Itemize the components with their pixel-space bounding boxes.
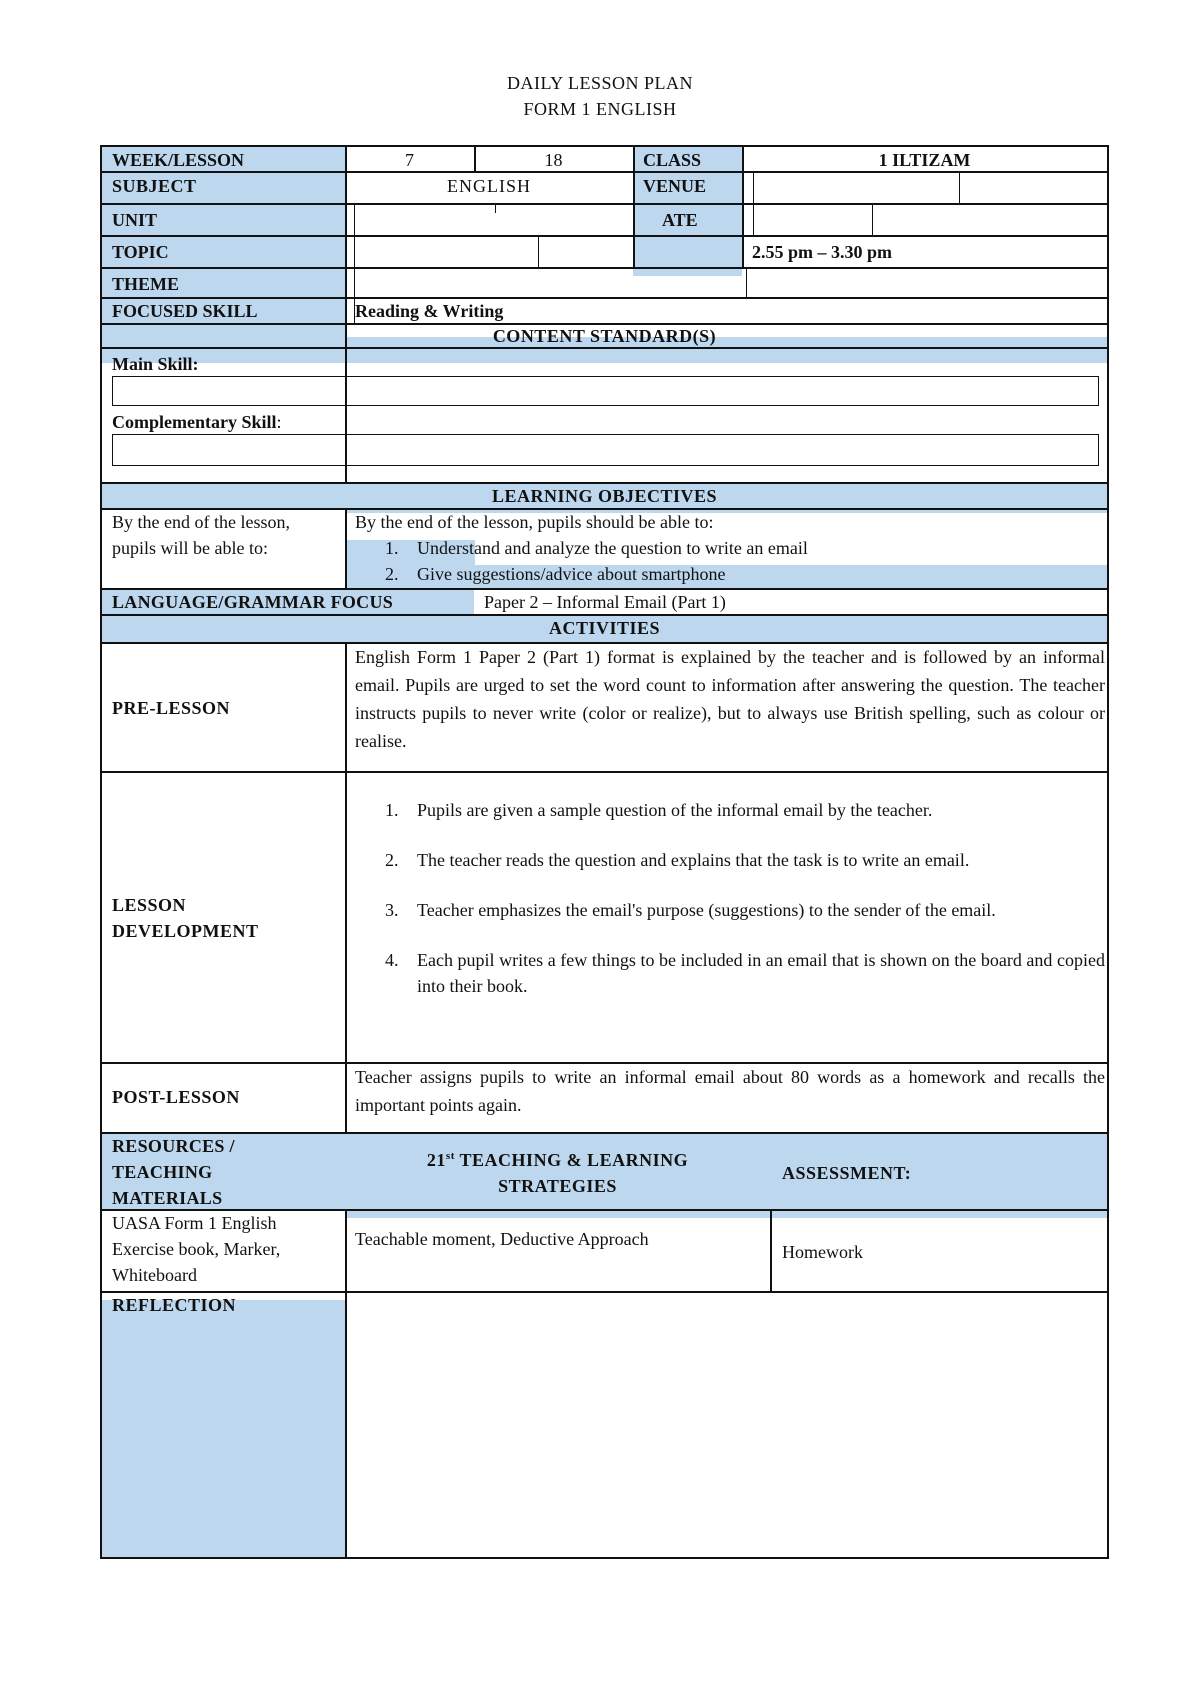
development-item: 1. Pupils are given a sample question of the informal email by the teacher. [403, 797, 1105, 823]
objectives-left-line1: By the end of the lesson, [112, 512, 290, 532]
time-value: 2.55 pm – 3.30 pm [752, 242, 893, 262]
development-label-1: LESSON [112, 895, 187, 915]
post-lesson-label: POST-LESSON [112, 1087, 240, 1107]
date-label: ATE [662, 210, 698, 230]
development-list-cell [355, 797, 1105, 1059]
reflection-body [347, 1293, 1107, 1557]
learning-objectives-heading: LEARNING OBJECTIVES [491, 486, 718, 506]
venue-label: VENUE [643, 176, 707, 196]
objective-item: 1. Understand and analyze the question to write an email [403, 535, 1105, 561]
rule [746, 267, 747, 297]
resources-label-1: RESOURCES / [112, 1136, 235, 1156]
rule [872, 203, 873, 235]
resources-line-1: UASA Form 1 English [112, 1213, 277, 1233]
week-value: 7 [405, 150, 414, 170]
language-focus-value: Paper 2 – Informal Email (Part 1) [484, 592, 726, 612]
lesson-value: 18 [544, 150, 563, 170]
class-value: 1 ILTIZAM [878, 150, 971, 170]
rule [345, 508, 347, 588]
strategies-heading-line1 [345, 1147, 770, 1173]
development-label-2: DEVELOPMENT [112, 921, 259, 941]
rule [102, 235, 1107, 237]
theme-label: THEME [112, 274, 180, 294]
assessment-value: Homework [782, 1242, 863, 1262]
objectives-list [355, 535, 1105, 587]
main-skill-box [112, 376, 1099, 406]
week-lesson-label: WEEK/LESSON [112, 150, 245, 170]
strategies-heading-line2: STRATEGIES [498, 1176, 617, 1196]
language-focus-label: LANGUAGE/GRAMMAR FOCUS [112, 592, 394, 612]
assessment-heading: ASSESSMENT: [782, 1163, 912, 1183]
main-skill-label: Main Skill: [112, 354, 199, 374]
pre-lesson-text: English Form 1 Paper 2 (Part 1) format is explained by the teacher and is followed by an informal email. Pupils are urged to set the word count to information after answering the question. The teacher instructs pupils to never write (color or realize), but to always use British spelling, such as colour or realise. [355, 647, 1105, 751]
strategies-value: Teachable moment, Deductive Approach [355, 1229, 649, 1249]
objectives-intro: By the end of the lesson, pupils should be able to: [355, 512, 714, 532]
objectives-list-cell [355, 535, 1105, 587]
class-label: CLASS [643, 150, 702, 170]
document-title: DAILY LESSON PLAN [506, 73, 694, 93]
pre-lesson-label: PRE-LESSON [112, 698, 231, 718]
rule [538, 235, 539, 267]
content-standard-heading: CONTENT STANDARD(S) [492, 326, 717, 346]
resources-line-2: Exercise book, Marker, [112, 1239, 281, 1259]
document-subtitle: FORM 1 ENGLISH [523, 99, 677, 119]
focused-skill-label: FOCUSED SKILL [112, 301, 258, 321]
subject-value: ENGLISH [447, 176, 531, 196]
rule [959, 171, 960, 203]
rule [633, 147, 635, 235]
subject-label: SUBJECT [112, 176, 197, 196]
rule [495, 203, 496, 213]
unit-label: UNIT [112, 210, 158, 230]
rule [102, 203, 1107, 205]
topic-label: TOPIC [112, 242, 169, 262]
objectives-left-line2: pupils will be able to: [112, 538, 268, 558]
complementary-skill-line [112, 409, 512, 435]
development-list [355, 797, 1105, 999]
complementary-skill-colon: : [276, 412, 282, 432]
complementary-skill-box [112, 434, 1099, 466]
strategies-number: 21 [426, 1150, 446, 1170]
post-lesson-text: Teacher assigns pupils to write an informal email about 80 words as a homework and recalls the important points again. [355, 1067, 1105, 1115]
rule [102, 267, 1107, 269]
strategies-superscript: st [445, 1150, 455, 1162]
resources-label-2: TEACHING [112, 1162, 213, 1182]
resources-line-3: Whiteboard [112, 1265, 197, 1285]
focused-skill-value: Reading & Writing [355, 301, 504, 321]
rule [633, 235, 635, 267]
development-item: 3. Teacher emphasizes the email's purpose (suggestions) to the sender of the email. [403, 897, 1105, 923]
development-item: 4. Each pupil writes a few things to be included in an email that is shown on the board and copied into their book. [403, 947, 1105, 999]
rule [102, 347, 1107, 349]
resources-label-3: MATERIALS [112, 1188, 223, 1208]
time-label-fill [633, 242, 742, 276]
objective-item: 2. Give suggestions/advice about smartphone [403, 561, 1105, 587]
strategies-title: TEACHING & LEARNING [454, 1150, 689, 1170]
activities-heading: ACTIVITIES [548, 618, 661, 638]
complementary-skill-label: Complementary Skill [112, 412, 277, 432]
reflection-label-fill [102, 1300, 345, 1557]
reflection-label: REFLECTION [112, 1295, 237, 1315]
lesson-plan-table [100, 145, 1109, 1559]
development-item: 2. The teacher reads the question and explains that the task is to write an email. [403, 847, 1105, 873]
rule [753, 171, 754, 235]
